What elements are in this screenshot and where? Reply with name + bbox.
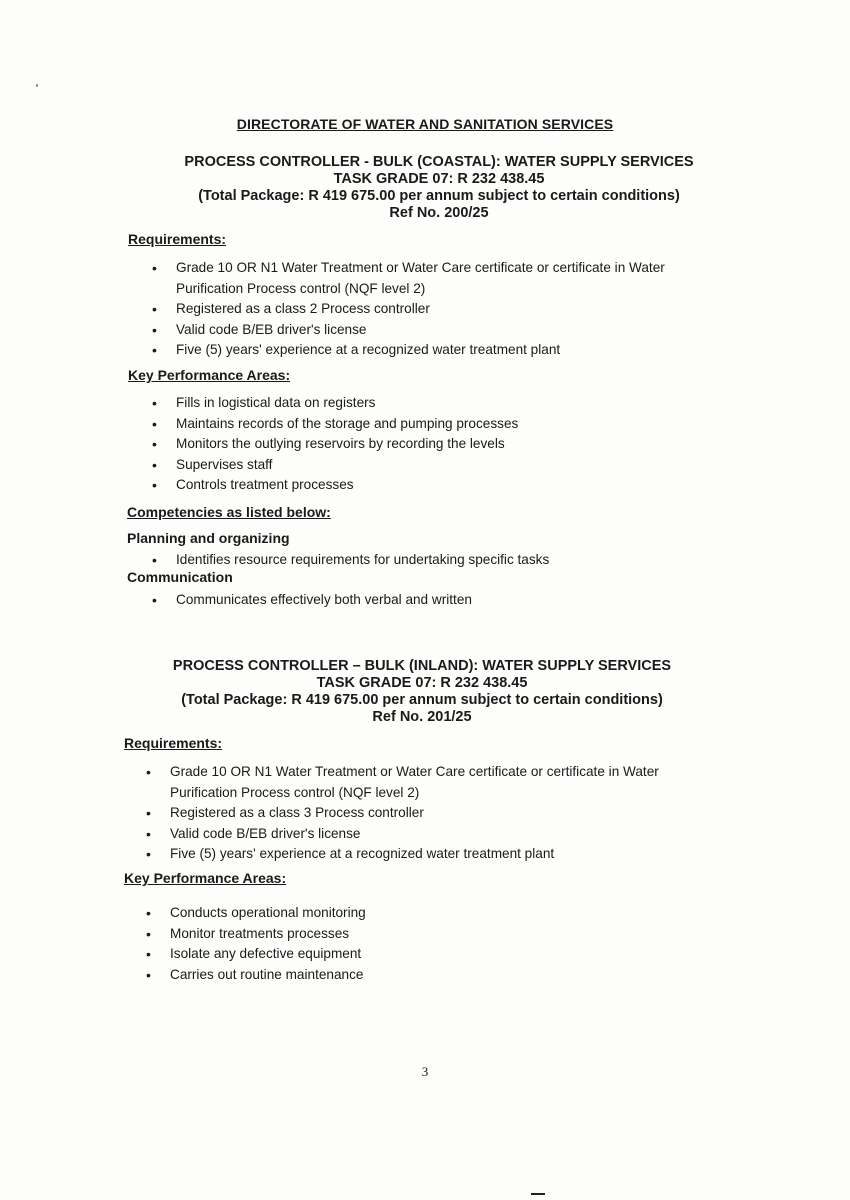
list-item [146, 824, 659, 845]
list-item-text: Five (5) years' experience at a recognized water treatment plant [176, 342, 561, 357]
list-item [152, 414, 518, 435]
list-item [152, 455, 518, 476]
job2-kpa-heading: Key Performance Areas: [124, 870, 287, 886]
list-item-text: Purification Process control (NQF level 2) [170, 784, 420, 800]
job1-grade: TASK GRADE 07: R 232 438.45 [333, 171, 545, 187]
scan-speck [36, 84, 38, 87]
job1-competencies-heading: Competencies as listed below: [127, 504, 331, 520]
list-item-text: Monitor treatments processes [170, 925, 350, 941]
job1-package: (Total Package: R 419 675.00 per annum subject to certain conditions) [198, 188, 680, 204]
list-item-text: Registered as a class 2 Process controller [176, 301, 430, 316]
list-item [152, 393, 518, 414]
list-item-text: Registered as a class 3 Process controller [170, 805, 424, 820]
list-item [152, 550, 549, 571]
job2-package: (Total Package: R 419 675.00 per annum subject to certain conditions) [181, 692, 663, 708]
list-item-text: Grade 10 OR N1 Water Treatment or Water Care certificate or certificate in Water [170, 764, 659, 779]
job2-grade: TASK GRADE 07: R 232 438.45 [316, 675, 528, 691]
list-item [146, 803, 659, 824]
job2-title: PROCESS CONTROLLER – BULK (INLAND): WATER SUPPLY SERVICES [172, 658, 672, 674]
job2-ref: Ref No. 201/25 [372, 709, 472, 725]
job1-requirements-list [152, 258, 665, 361]
competency-communication-list [152, 590, 472, 611]
list-item-text: Communicates effectively both verbal and written [176, 592, 472, 607]
list-item-text: Controls treatment processes [176, 477, 354, 492]
list-item-text: Carries out routine maintenance [170, 966, 364, 982]
list-item-text: Monitors the outlying reservoirs by recording the levels [176, 436, 505, 451]
list-item [146, 844, 659, 865]
job2-kpa-list [146, 903, 366, 985]
job2-header [0, 658, 847, 726]
list-item [152, 340, 665, 361]
list-item-text: Identifies resource requirements for undertaking specific tasks [176, 552, 550, 567]
job1-kpa-heading: Key Performance Areas: [128, 367, 291, 383]
list-item [152, 475, 518, 496]
competency-communication-heading: Communication [127, 569, 233, 585]
list-item-text: Fills in logistical data on registers [176, 395, 376, 410]
competency-planning-list [152, 550, 549, 571]
list-item-text: Valid code B/EB driver's license [170, 825, 361, 841]
directorate-heading: DIRECTORATE OF WATER AND SANITATION SERVICES [236, 116, 614, 132]
list-item-text: Conducts operational monitoring [170, 905, 366, 920]
list-item [146, 965, 366, 986]
job2-requirements-heading: Requirements: [124, 735, 223, 751]
list-item-text: Maintains records of the storage and pumping processes [176, 415, 519, 431]
job2-requirements-list [146, 762, 659, 865]
list-item [146, 903, 366, 924]
list-item-text: Valid code B/EB driver's license [176, 321, 367, 337]
list-item [152, 320, 665, 341]
job1-ref: Ref No. 200/25 [389, 205, 489, 221]
job1-title: PROCESS CONTROLLER - BULK (COASTAL): WATER SUPPLY SERVICES [184, 154, 694, 170]
list-item [152, 258, 665, 299]
list-item-text: Isolate any defective equipment [170, 946, 362, 961]
scan-mark [531, 1193, 545, 1195]
list-item [146, 762, 659, 803]
list-item [146, 924, 366, 945]
list-item-text: Five (5) years' experience at a recognized water treatment plant [170, 846, 555, 861]
list-item-text: Supervises staff [176, 456, 273, 472]
job1-requirements-heading: Requirements: [128, 231, 227, 247]
job1-header [14, 154, 850, 222]
competency-planning-heading: Planning and organizing [127, 530, 290, 546]
job1-kpa-list [152, 393, 518, 496]
list-item [152, 434, 518, 455]
list-item [152, 590, 472, 611]
list-item-text: Purification Process control (NQF level 2) [176, 280, 426, 296]
list-item [152, 299, 665, 320]
list-item-text: Grade 10 OR N1 Water Treatment or Water Care certificate or certificate in Water [176, 260, 665, 275]
page-number: 3 [421, 1064, 429, 1079]
list-item [146, 944, 366, 965]
